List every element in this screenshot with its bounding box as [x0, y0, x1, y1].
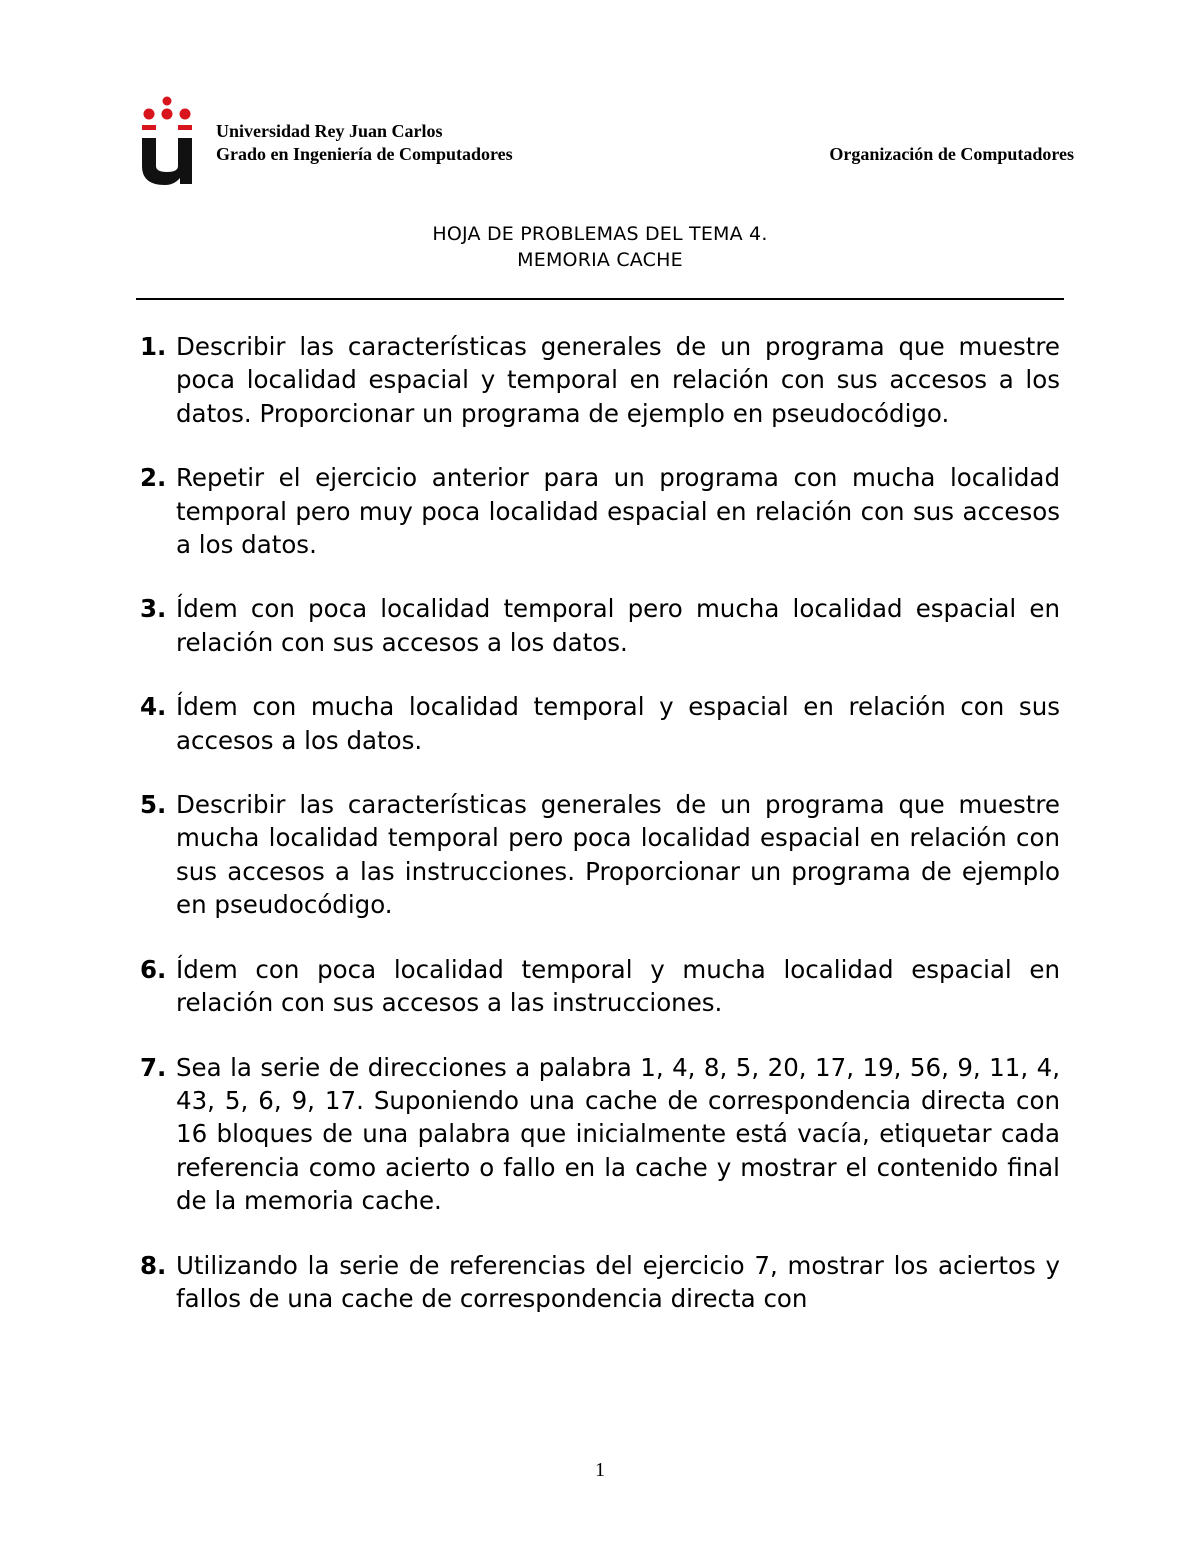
logo-dot-center — [162, 109, 173, 120]
problem-number: 2. — [140, 463, 167, 493]
problem-item — [136, 1249, 1060, 1316]
problem-number: 1. — [140, 332, 167, 361]
university-logo — [138, 96, 196, 186]
problem-item — [136, 690, 1060, 757]
problem-item — [136, 788, 1060, 922]
problem-text: Describir las características generales de un programa que muestre mucha localidad temporal pero poca localidad espacial en relación con sus accesos a las instrucciones. Proporcionar un programa de ejemplo en pseudocódigo. — [176, 790, 1060, 920]
problem-list — [136, 330, 1060, 1346]
problem-number: 6. — [140, 954, 167, 984]
problem-item — [136, 461, 1060, 561]
logo-bar-right — [178, 125, 192, 130]
problem-number: 7. — [140, 1052, 167, 1082]
problem-text: Ídem con poca localidad temporal pero mucha localidad espacial en relación con sus accesos a los datos. — [176, 594, 1060, 657]
page-number: 1 — [595, 1459, 605, 1481]
logo-u-shape — [142, 138, 192, 185]
problem-item — [136, 330, 1060, 430]
problem-text: Ídem con poca localidad temporal y mucha localidad espacial en relación con sus accesos a las instrucciones. — [176, 954, 1060, 1018]
problem-number: 8. — [140, 1250, 167, 1280]
problem-text: Utilizando la serie de referencias del ejercicio 7, mostrar los aciertos y fallos de una cache de correspondencia directa con — [176, 1250, 1060, 1313]
sheet-title: HOJA DE PROBLEMAS DEL TEMA 4. — [432, 223, 768, 245]
problem-text: Ídem con mucha localidad temporal y espacial en relación con sus accesos a los datos. — [176, 692, 1060, 755]
sheet-subtitle: MEMORIA CACHE — [517, 249, 683, 271]
problem-item — [136, 953, 1060, 1020]
problem-item — [136, 1051, 1060, 1218]
degree-name: Grado en Ingeniería de Computadores — [216, 144, 513, 164]
logo-dot-top — [163, 97, 172, 106]
problem-number: 5. — [140, 790, 167, 820]
title-divider — [136, 298, 1064, 300]
university-name: Universidad Rey Juan Carlos — [216, 121, 443, 141]
logo-bar-left — [142, 125, 156, 130]
logo-dot-right — [180, 109, 191, 120]
problem-text: Describir las características generales de un programa que muestre poca localidad espacial y temporal en relación con sus accesos a los datos. Proporcionar un programa de ejemplo en pseudocódigo. — [176, 332, 1060, 428]
problem-text: Sea la serie de direcciones a palabra 1, 4, 8, 5, 20, 17, 19, 56, 9, 11, 4, 43, 5, 6, 9, 17. Suponiendo una cache de correspondencia directa con 16 bloques de una palabra que inicialmente está vacía, etiquetar cada referencia como acierto o fallo en la cache y mostrar el contenido final de la memoria cache. — [176, 1052, 1060, 1216]
course-name: Organización de Computadores — [829, 144, 1074, 164]
problem-number: 3. — [140, 594, 167, 624]
problem-text: Repetir el ejercicio anterior para un programa con mucha localidad temporal pero muy poca localidad espacial en relación con sus accesos a los datos. — [176, 463, 1060, 560]
logo-dot-left — [144, 109, 155, 120]
problem-number: 4. — [140, 692, 167, 722]
problem-item — [136, 592, 1060, 659]
